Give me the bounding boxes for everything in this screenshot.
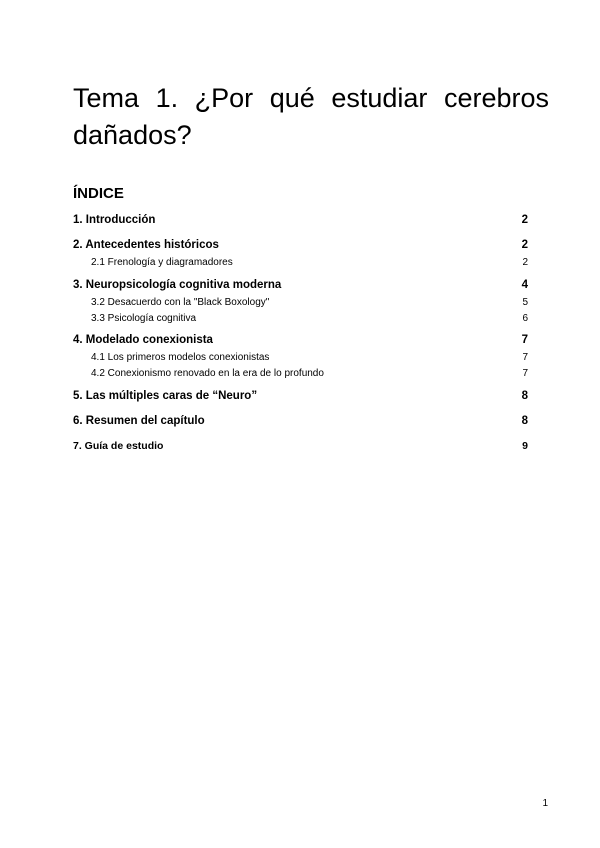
toc-entry-label: 4. Modelado conexionista [73,334,213,346]
toc-entry-primeros-modelos[interactable] [73,352,528,363]
toc-entry-psicologia-cognitiva[interactable] [73,313,528,324]
toc-entry-modelado-conexionista[interactable] [73,334,528,346]
toc-entry-page: 2 [521,239,528,251]
toc-entry-resumen-capitulo[interactable] [73,415,528,427]
page-title: Tema 1. ¿Por qué estudiar cerebros dañados? [73,83,549,150]
toc-entry-page: 5 [522,297,528,308]
toc-entry-page: 6 [522,313,528,324]
toc-entry-label: 7. Guía de estudio [73,440,164,452]
toc-entry-label: 6. Resumen del capítulo [73,415,205,427]
toc-entry-label: 3. Neuropsicología cognitiva moderna [73,279,282,291]
toc-entry-label: 2.1 Frenología y diagramadores [91,257,233,268]
toc-entry-label: 5. Las múltiples caras de “Neuro” [73,390,258,402]
toc-entry-page: 2 [521,214,528,226]
toc-entry-label: 2. Antecedentes históricos [73,239,219,251]
toc-entry-guia-estudio[interactable] [73,440,528,452]
toc-entry-page: 7 [521,334,528,346]
toc-entry-black-boxology[interactable] [73,297,528,308]
toc-entry-conexionismo-renovado[interactable] [73,368,528,379]
toc-entry-page: 9 [522,440,528,452]
page-number: 1 [542,798,548,809]
toc-entry-page: 8 [521,415,528,427]
toc-entry-label: 4.1 Los primeros modelos conexionistas [91,352,270,363]
toc-entry-page: 8 [521,390,528,402]
toc-entry-page: 4 [521,279,528,291]
toc-entry-label: 3.3 Psicología cognitiva [91,313,197,324]
toc-entry-antecedentes-historicos[interactable] [73,239,528,251]
toc-entry-multiples-caras-neuro[interactable] [73,390,528,402]
toc-entry-page: 7 [522,368,528,379]
toc-entry-label: 4.2 Conexionismo renovado en la era de lo profundo [91,368,324,379]
toc-entry-page: 7 [522,352,528,363]
toc-entry-frenologia[interactable] [73,257,528,268]
toc-entry-label: 1. Introducción [73,214,156,226]
toc-entry-page: 2 [522,257,528,268]
toc-heading: ÍNDICE [73,185,124,202]
toc-entry-introduccion[interactable] [73,214,528,226]
toc-entry-label: 3.2 Desacuerdo con la "Black Boxology" [91,297,270,308]
toc-entry-neuropsicologia-cognitiva[interactable] [73,279,528,291]
